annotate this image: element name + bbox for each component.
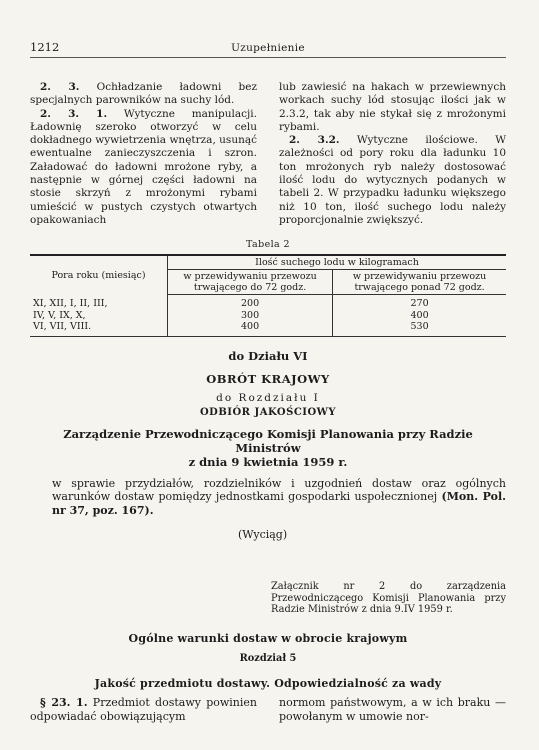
section-title: OBRÓT KRAJOWY xyxy=(206,371,330,386)
table-row: VI, VII, VIII. 400 530 xyxy=(30,321,506,336)
paragraph-23-1: § 23. 1. Przedmiot dostawy powinien odpowiadać obowiązującym xyxy=(30,696,257,723)
paragraph-continued: lub zawiesić na hakach w przewiewnych workach suchy lód stosując ilości jak w 2.3.2, tak aby nie stykał się z mrożonymi rybami. xyxy=(279,81,506,133)
table-row: XI, XII, I, II, III, 200 270 xyxy=(30,295,506,310)
division-heading: do Działu VI xyxy=(228,348,308,363)
table-caption: Tabela 2 xyxy=(246,239,290,251)
paragraph-2-3: 2. 3. Ochładzanie ładowni bez specjalnych parowników na suchy lód. xyxy=(30,81,257,107)
paragraph-2-3-2: 2. 3.2. Wytyczne ilościowe. W zależności od pory roku dla ładunku 10 ton mrożonych ryb należy dostosować ilość lodu do wytycznych podanych w tabeli 2. W przypadku ładunku większego niż 10 ton, ilość suchego lodu należy proporcjonalnie zwiększyć. xyxy=(279,134,506,226)
table-row: IV, V, IX, X, 300 400 xyxy=(30,310,506,322)
bottom-right-column xyxy=(279,696,506,723)
page xyxy=(30,40,506,723)
header-main: Ilość suchego lodu w kilogramach xyxy=(168,255,507,270)
header-col-upto-72h: w przewidywaniu przewozu trwającego do 72 godz. xyxy=(168,270,333,295)
header-col-over-72h: w przewidywaniu przewozu trwającego ponad 72 godz. xyxy=(333,270,506,295)
chapter-heading: do Rozdziału I xyxy=(216,391,320,404)
regulation-subject: w sprawie przydziałów, rozdzielników i uzgodnień dostaw oraz ogólnych warunków dostaw pomiędzy jednostkami gospodarki uspołecznionej (Mon. Pol. nr 37, poz. 167). xyxy=(52,476,507,517)
header-season: Pora roku (miesiąc) xyxy=(30,255,168,295)
gazette-reference: (Mon. Pol. nr 37, poz. 167). xyxy=(52,490,507,517)
chapter-5-heading: Rozdział 5 xyxy=(239,653,297,665)
annex-note: Załącznik nr 2 do zarządzenia Przewodniczącego Komisji Planowania przy Radzie Ministrów z dnia 9.IV 1959 r. xyxy=(271,581,506,616)
bottom-columns xyxy=(30,696,506,723)
general-terms-title: Ogólne warunki dostaw w obrocie krajowym xyxy=(128,632,408,646)
running-title: Uzupełnienie xyxy=(231,42,305,54)
page-number: 1212 xyxy=(30,40,60,54)
left-column xyxy=(30,81,257,227)
paragraph-2-3-1: 2. 3. 1. Wytyczne manipulacji. Ładownię szeroko otworzyć w celu dokładnego wywietrzenia wnętrza, usunąć ewentualne zanieczyszczenia i szron. Załadować do ładowni mrożone ryby, a następnie w górnej części ładowni na stosie skrzyń z mrożonymi rybami umieścić w pustych czystych otwartych opakowaniach xyxy=(30,107,257,226)
chapter-title: ODBIÓR JAKOŚCIOWY xyxy=(199,406,337,418)
excerpt-label: (Wyciąg) xyxy=(238,528,288,542)
quality-heading: Jakość przedmiotu dostawy. Odpowiedzialność za wady xyxy=(94,677,442,691)
body-columns xyxy=(30,81,506,227)
page-header xyxy=(30,40,506,58)
right-column xyxy=(279,81,506,227)
bottom-left-column xyxy=(30,696,257,723)
dry-ice-table xyxy=(30,254,506,337)
paragraph-23-1-continued: normom państwowym, a w ich braku — powołanym w umowie nor- xyxy=(279,696,506,723)
regulation-title: Zarządzenie Przewodniczącego Komisji Planowania przy Radzie Ministrów z dnia 9 kwietnia 1959 r. xyxy=(63,426,473,469)
